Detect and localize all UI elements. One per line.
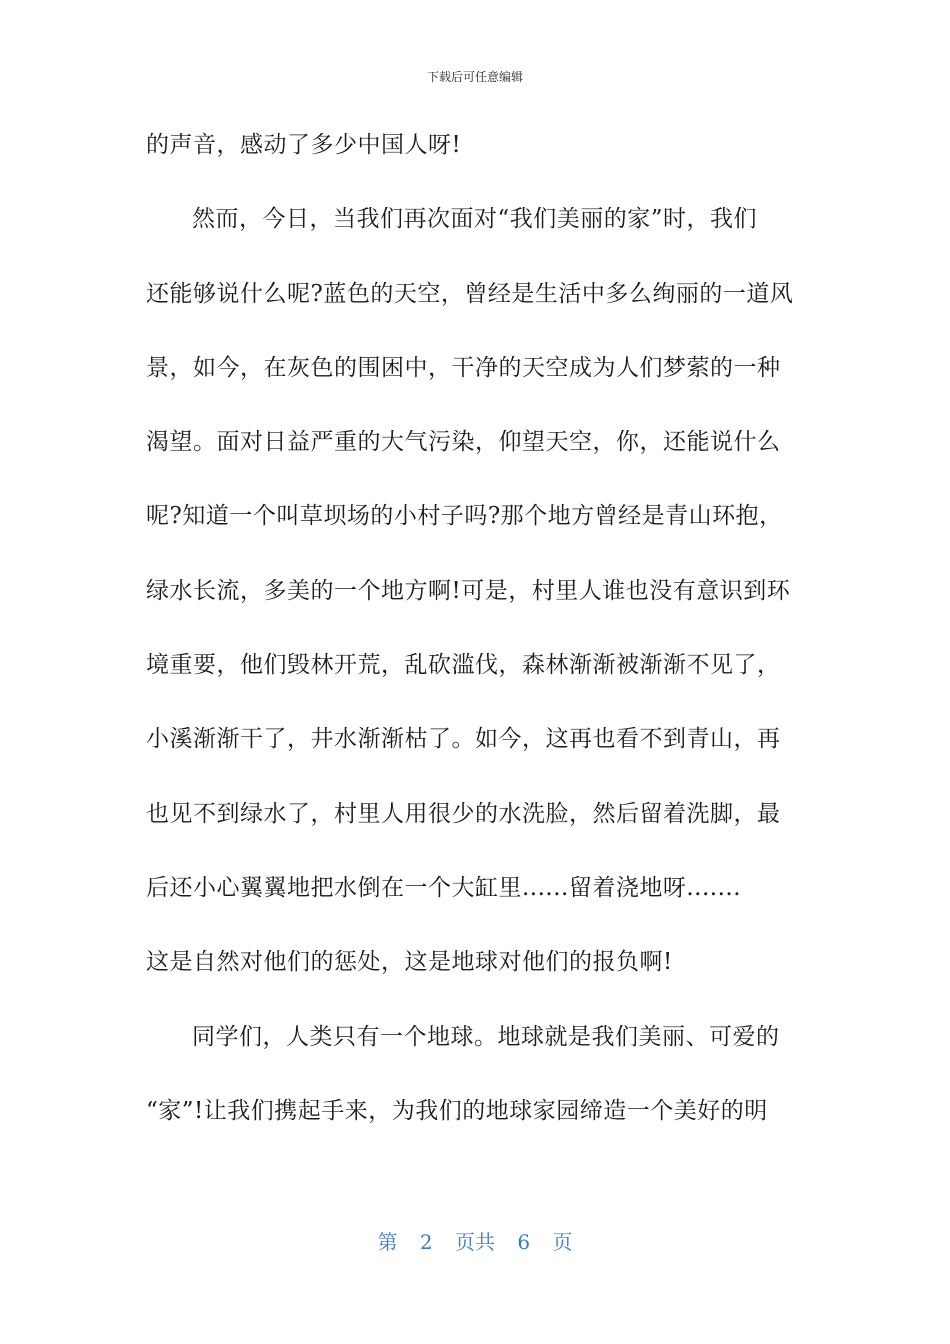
text-line: 呢?知道一个叫草坝场的小村子吗?那个地方曾经是青山环抱， bbox=[146, 503, 783, 530]
text-line: 小溪渐渐干了，井水渐渐枯了。如今，这再也看不到青山，再 bbox=[146, 726, 781, 753]
text-line: 也见不到绿水了，村里人用很少的水洗脸，然后留着洗脚，最 bbox=[146, 800, 781, 827]
text-line: 还能够说什么呢?蓝色的天空，曾经是生活中多么绚丽的一道风 bbox=[146, 280, 794, 307]
text-line: 同学们，人类只有一个地球。地球就是我们美丽、可爱的 bbox=[192, 1023, 780, 1050]
page-current: 2 bbox=[419, 1230, 433, 1254]
text-line: 绿水长流，多美的一个地方啊!可是，村里人谁也没有意识到环 bbox=[146, 577, 791, 604]
page-total: 6 bbox=[517, 1230, 531, 1254]
header-note: 下载后可任意编辑 bbox=[426, 70, 523, 84]
text-line: 的声音，感动了多少中国人呀! bbox=[146, 132, 462, 158]
text-line: 境重要，他们毁林开荒，乱砍滥伐，森林渐渐被渐渐不见了， bbox=[146, 652, 781, 679]
document-body bbox=[146, 118, 806, 1158]
text-line: 后还小心翼翼地把水倒在一个大缸里......留着浇地呀....... bbox=[146, 874, 742, 901]
page-label-prefix: 第 bbox=[377, 1230, 398, 1254]
page-label-mid: 页共 bbox=[455, 1230, 495, 1254]
text-line: 然而，今日，当我们再次面对“我们美丽的家”时，我们 bbox=[192, 206, 758, 233]
page-label-suffix: 页 bbox=[552, 1230, 573, 1254]
text-line: “家”!让我们携起手来，为我们的地球家园缔造一个美好的明 bbox=[146, 1097, 768, 1124]
text-line: 渴望。面对日益严重的大气污染，仰望天空，你，还能说什么 bbox=[146, 429, 781, 456]
text-line: 景，如今，在灰色的围困中，干净的天空成为人们梦萦的一种 bbox=[146, 354, 781, 381]
page-number-footer bbox=[0, 1226, 950, 1255]
text-line: 这是自然对他们的惩处，这是地球对他们的报负啊! bbox=[146, 949, 673, 976]
